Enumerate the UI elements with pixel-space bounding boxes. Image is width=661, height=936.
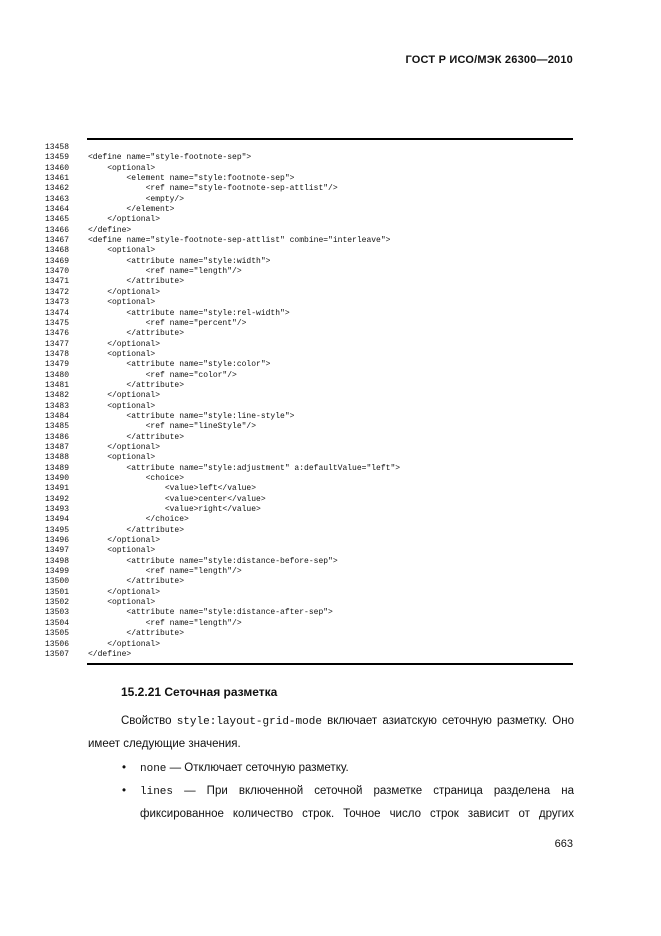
line-number: 13498	[45, 556, 70, 566]
code-text: <attribute name="style:line-style">	[88, 411, 295, 421]
line-number: 13478	[45, 349, 70, 359]
code-line	[45, 505, 573, 515]
code-text: <optional>	[88, 349, 156, 359]
code-line	[45, 277, 573, 287]
code-text: </optional>	[88, 287, 161, 297]
code-line	[45, 567, 573, 577]
line-number: 13490	[45, 474, 70, 483]
code-listing	[45, 143, 573, 660]
horizontal-rule-bottom	[87, 663, 573, 665]
code-line	[45, 153, 573, 163]
code-line	[45, 464, 573, 474]
line-number: 13500	[45, 577, 70, 587]
code-text: <ref name="length"/>	[88, 567, 242, 577]
code-text: </choice>	[88, 515, 189, 525]
line-number: 13496	[45, 536, 70, 546]
code-text: </optional>	[88, 536, 161, 546]
code-text: <value>right</value>	[88, 505, 261, 515]
line-number: 13491	[45, 484, 70, 494]
code-line	[45, 205, 573, 215]
code-line	[45, 298, 573, 308]
code-text: <ref name="length"/>	[88, 267, 242, 277]
line-number: 13475	[45, 318, 70, 328]
code-text: <element name="style:footnote-sep">	[88, 174, 295, 184]
code-line	[45, 309, 573, 319]
line-number: 13462	[45, 184, 70, 194]
code-line	[45, 236, 573, 246]
code-line	[45, 433, 573, 443]
bullet-term: none	[140, 763, 167, 775]
line-number: 13494	[45, 515, 70, 525]
line-number: 13487	[45, 442, 70, 452]
code-text: </optional>	[88, 587, 161, 597]
line-number: 13489	[45, 463, 70, 473]
code-line	[45, 350, 573, 360]
code-text: <ref name="lineStyle"/>	[88, 422, 257, 432]
code-line	[45, 215, 573, 225]
line-number: 13474	[45, 308, 70, 318]
bullet-text: — Отключает сеточную разметку.	[166, 762, 349, 774]
text-run: Свойство	[121, 715, 177, 727]
bullet-text: — При включенной сеточной разметке страница разделена на фиксированное количество строк. Точное число строк зависит от других	[140, 785, 574, 820]
code-line	[45, 557, 573, 567]
code-text: </attribute>	[88, 432, 185, 442]
code-text: </define>	[88, 649, 132, 659]
bullet-term: lines	[140, 786, 174, 798]
code-text: <attribute name="style:distance-after-sep">	[88, 608, 333, 618]
line-number: 13499	[45, 567, 70, 577]
code-text: <optional>	[88, 163, 156, 173]
code-text: <optional>	[88, 401, 156, 411]
code-text: </define>	[88, 225, 132, 235]
code-line	[45, 588, 573, 598]
code-line	[45, 184, 573, 194]
code-section	[45, 138, 573, 665]
code-text: <attribute name="style:rel-width">	[88, 308, 290, 318]
bullet-list	[88, 757, 574, 825]
code-line	[45, 443, 573, 453]
line-number: 13479	[45, 360, 70, 370]
line-number: 13484	[45, 411, 70, 421]
code-line	[45, 536, 573, 546]
line-number: 13477	[45, 339, 70, 349]
line-number: 13465	[45, 215, 70, 225]
code-line	[45, 143, 573, 153]
line-number: 13507	[45, 649, 70, 659]
code-line	[45, 267, 573, 277]
code-line	[45, 526, 573, 536]
line-number: 13470	[45, 267, 70, 277]
code-text: </element>	[88, 205, 175, 215]
code-text: </attribute>	[88, 629, 185, 639]
code-text: <empty/>	[88, 194, 185, 204]
line-number: 13493	[45, 505, 70, 515]
code-line	[45, 164, 573, 174]
paragraph-intro	[88, 710, 574, 755]
code-line	[45, 515, 573, 525]
line-number: 13506	[45, 639, 70, 649]
code-text: <choice>	[88, 474, 185, 483]
code-line	[45, 381, 573, 391]
code-line	[45, 495, 573, 505]
code-line	[45, 619, 573, 629]
code-text: <ref name="percent"/>	[88, 318, 247, 328]
code-text: <ref name="style-footnote-sep-attlist"/>	[88, 184, 338, 194]
code-line	[45, 174, 573, 184]
code-line	[45, 474, 573, 484]
code-text: <optional>	[88, 546, 156, 556]
code-text: <optional>	[88, 298, 156, 308]
code-text: <value>left</value>	[88, 484, 257, 494]
line-number: 13472	[45, 287, 70, 297]
code-text: <optional>	[88, 453, 156, 463]
bullet-marker: •	[122, 762, 127, 774]
line-number: 13488	[45, 453, 70, 463]
horizontal-rule-top	[87, 138, 573, 140]
line-number: 13471	[45, 277, 70, 287]
line-number: 13476	[45, 329, 70, 339]
code-text: </optional>	[88, 339, 161, 349]
line-number: 13486	[45, 432, 70, 442]
code-line	[45, 640, 573, 650]
code-line	[45, 453, 573, 463]
line-number: 13503	[45, 608, 70, 618]
line-number: 13473	[45, 298, 70, 308]
line-number: 13501	[45, 587, 70, 597]
line-number: 13469	[45, 256, 70, 266]
bullet-item	[88, 780, 574, 825]
code-line	[45, 340, 573, 350]
line-number: 13460	[45, 163, 70, 173]
code-line	[45, 484, 573, 494]
line-number: 13467	[45, 236, 70, 246]
code-line	[45, 546, 573, 556]
code-line	[45, 288, 573, 298]
code-line	[45, 650, 573, 660]
bullet-item	[88, 757, 574, 780]
line-number: 13497	[45, 546, 70, 556]
line-number: 13485	[45, 422, 70, 432]
line-number: 13480	[45, 370, 70, 380]
code-text: <attribute name="style:width">	[88, 256, 271, 266]
line-number: 13463	[45, 194, 70, 204]
code-line	[45, 608, 573, 618]
code-line	[45, 422, 573, 432]
code-text: </optional>	[88, 639, 161, 649]
code-line	[45, 371, 573, 381]
code-line	[45, 257, 573, 267]
line-number: 13502	[45, 598, 70, 608]
body-text-section	[88, 684, 574, 825]
inline-code: style:layout-grid-mode	[176, 716, 322, 728]
line-number: 13461	[45, 174, 70, 184]
code-line	[45, 598, 573, 608]
line-number: 13466	[45, 225, 70, 235]
line-number: 13459	[45, 153, 70, 163]
code-line	[45, 360, 573, 370]
code-line	[45, 226, 573, 236]
code-text: </attribute>	[88, 277, 185, 287]
line-number: 13495	[45, 525, 70, 535]
line-number: 13481	[45, 380, 70, 390]
code-line	[45, 195, 573, 205]
code-text: </optional>	[88, 442, 161, 452]
code-line	[45, 246, 573, 256]
code-line	[45, 319, 573, 329]
code-line	[45, 577, 573, 587]
line-number: 13483	[45, 401, 70, 411]
line-number: 13482	[45, 391, 70, 401]
code-line	[45, 402, 573, 412]
code-text: <ref name="color"/>	[88, 370, 237, 380]
document-header-title: ГОСТ Р ИСО/МЭК 26300—2010	[405, 54, 573, 66]
code-line	[45, 629, 573, 639]
code-text: </attribute>	[88, 380, 185, 390]
code-text: <define name="style-footnote-sep-attlist" combine="interleave">	[88, 236, 391, 246]
code-line	[45, 391, 573, 401]
code-text: </attribute>	[88, 525, 185, 535]
line-number: 13468	[45, 246, 70, 256]
code-text: <attribute name="style:color">	[88, 360, 271, 370]
bullet-marker: •	[122, 785, 127, 797]
code-line	[45, 329, 573, 339]
line-number: 13504	[45, 618, 70, 628]
page-number: 663	[554, 838, 573, 850]
code-text: <ref name="length"/>	[88, 618, 242, 628]
line-number: 13505	[45, 629, 70, 639]
line-number: 13492	[45, 494, 70, 504]
code-text: <value>center</value>	[88, 494, 266, 504]
code-text: <attribute name="style:adjustment" a:defaultValue="left">	[88, 463, 401, 473]
code-text: <optional>	[88, 598, 156, 608]
code-text: </attribute>	[88, 577, 185, 587]
section-heading: 15.2.21 Сеточная разметка	[121, 685, 278, 699]
code-text: </optional>	[88, 391, 161, 401]
code-text: <attribute name="style:distance-before-sep">	[88, 556, 338, 566]
code-text: <optional>	[88, 246, 156, 256]
text-run: включает азиатскую сеточную разметку. Оно имеет следующие значения.	[88, 715, 574, 750]
line-number: 13464	[45, 205, 70, 215]
code-line	[45, 412, 573, 422]
code-text: </attribute>	[88, 329, 185, 339]
line-number: 13458	[45, 143, 70, 152]
code-text: </optional>	[88, 215, 161, 225]
code-text: <define name="style-footnote-sep">	[88, 153, 252, 163]
